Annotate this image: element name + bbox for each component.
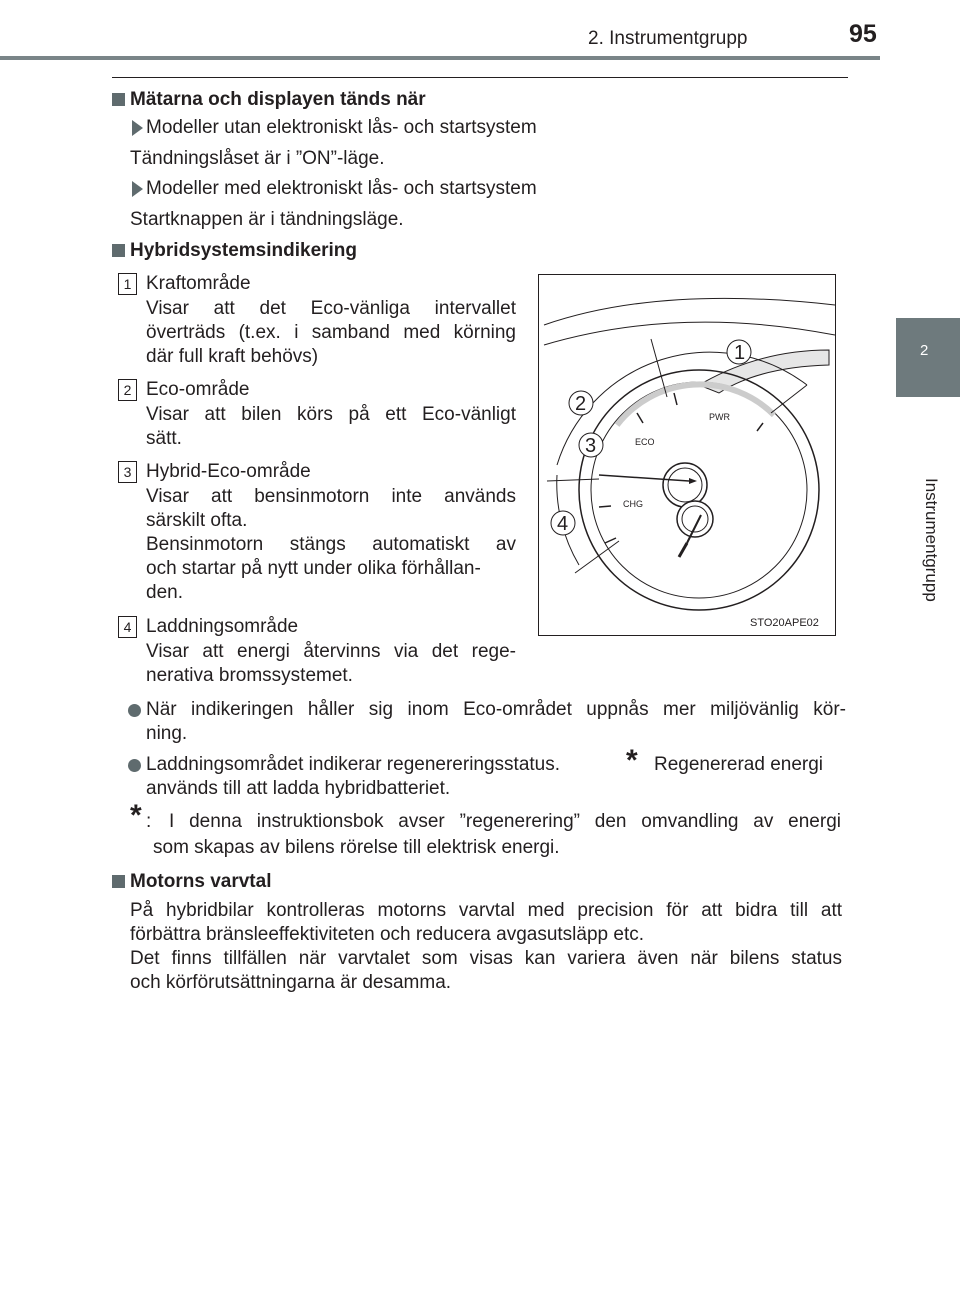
item2-number: 2: [118, 379, 137, 401]
callout-3: 3: [585, 435, 597, 457]
header-rule: [0, 56, 880, 60]
gauge-label-pwr: PWR: [709, 412, 730, 422]
section3-para2-line1: Det finns tillfällen när varvtalet som visas kan variera även när bilens status: [130, 948, 842, 969]
section1-text1: Tändningslåset är i ”ON”-läge.: [130, 148, 385, 169]
item4-number: 4: [118, 616, 137, 638]
page-number: 95: [849, 20, 877, 48]
bullet2-line1a: Laddningsområdet indikerar regenereringsstatus.: [146, 754, 561, 775]
section2-heading: Hybridsystemsindikering: [130, 240, 358, 261]
footnote-colon: :: [146, 811, 152, 832]
model2-arrow-icon: [132, 181, 143, 197]
figure-code: STO20APE02: [750, 617, 819, 629]
item3-line2: särskilt ofta.: [146, 510, 248, 531]
gauge-figure: [538, 274, 836, 636]
item3-line3: Bensinmotorn stängs automatiskt av: [146, 534, 516, 555]
item3-line4: och startar på nytt under olika förhållan-: [146, 558, 481, 579]
item4-line2: nerativa bromssystemet.: [146, 665, 353, 686]
item3-title: Hybrid-Eco-område: [146, 461, 311, 482]
section3-heading: Motorns varvtal: [130, 871, 272, 892]
callout-4: 4: [557, 513, 569, 535]
item2-line2: sätt.: [146, 428, 182, 449]
side-tab-label: Instrumentgrupp: [922, 478, 941, 602]
footnote-star: *: [130, 799, 142, 832]
section1-marker: [112, 93, 125, 106]
bullet1-line2: ning.: [146, 723, 188, 744]
gauge-illustration: [539, 275, 835, 635]
bullet2-line2: används till att ladda hybridbatteriet.: [146, 778, 451, 799]
item3-line5: den.: [146, 582, 183, 603]
section-rule: [112, 77, 848, 78]
callout-1: 1: [734, 342, 746, 364]
section1-text2: Startknappen är i tändningsläge.: [130, 209, 404, 230]
item2-title: Eco-område: [146, 379, 250, 400]
section3-para1-line1: På hybridbilar kontrolleras motorns varvtal med precision för att bidra till att: [130, 900, 842, 921]
model1-label: Modeller utan elektroniskt lås- och startsystem: [146, 117, 537, 138]
bullet2-dot-icon: [128, 759, 141, 772]
bullet1-line1: När indikeringen håller sig inom Eco-området uppnås mer miljövänlig kör-: [146, 699, 846, 720]
section3-para1-line2: förbättra bränsleeffektiviteten och reducera avgasutsläpp etc.: [130, 924, 645, 945]
item4-line1: Visar att energi återvinns via det rege-: [146, 641, 516, 662]
callout-2: 2: [575, 393, 587, 415]
section2-marker: [112, 244, 125, 257]
header-title: 2. Instrumentgrupp: [588, 28, 748, 49]
item1-title: Kraftområde: [146, 273, 251, 294]
bullet1-dot-icon: [128, 704, 141, 717]
item2-line1: Visar att bilen körs på ett Eco-vänligt: [146, 404, 516, 425]
item1-line2: överträds (t.ex. i samband med körning: [146, 322, 516, 343]
section3-para2-line2: och körförutsättningarna är desamma.: [130, 972, 452, 993]
model2-label: Modeller med elektroniskt lås- och startsystem: [146, 178, 537, 199]
model1-arrow-icon: [132, 120, 143, 136]
footnote-line1: I denna instruktionsbok avser ”regenerering” den omvandling av energi: [169, 811, 841, 832]
gauge-label-eco: ECO: [635, 437, 655, 447]
gauge-label-chg: CHG: [623, 499, 643, 509]
item3-line1: Visar att bensinmotorn inte används: [146, 486, 516, 507]
footnote-line2: som skapas av bilens rörelse till elektrisk energi.: [153, 837, 560, 858]
bullet2-line1b: Regenererad energi: [654, 754, 824, 775]
item3-number: 3: [118, 461, 137, 483]
section1-heading: Mätarna och displayen tänds när: [130, 89, 426, 110]
section3-marker: [112, 875, 125, 888]
item1-line1: Visar att det Eco-vänliga intervallet: [146, 298, 516, 319]
item4-title: Laddningsområde: [146, 616, 299, 637]
bullet2-star: *: [626, 744, 638, 777]
item1-number: 1: [118, 273, 137, 295]
side-tab-number: 2: [920, 342, 929, 359]
item1-line3: där full kraft behövs): [146, 346, 319, 367]
